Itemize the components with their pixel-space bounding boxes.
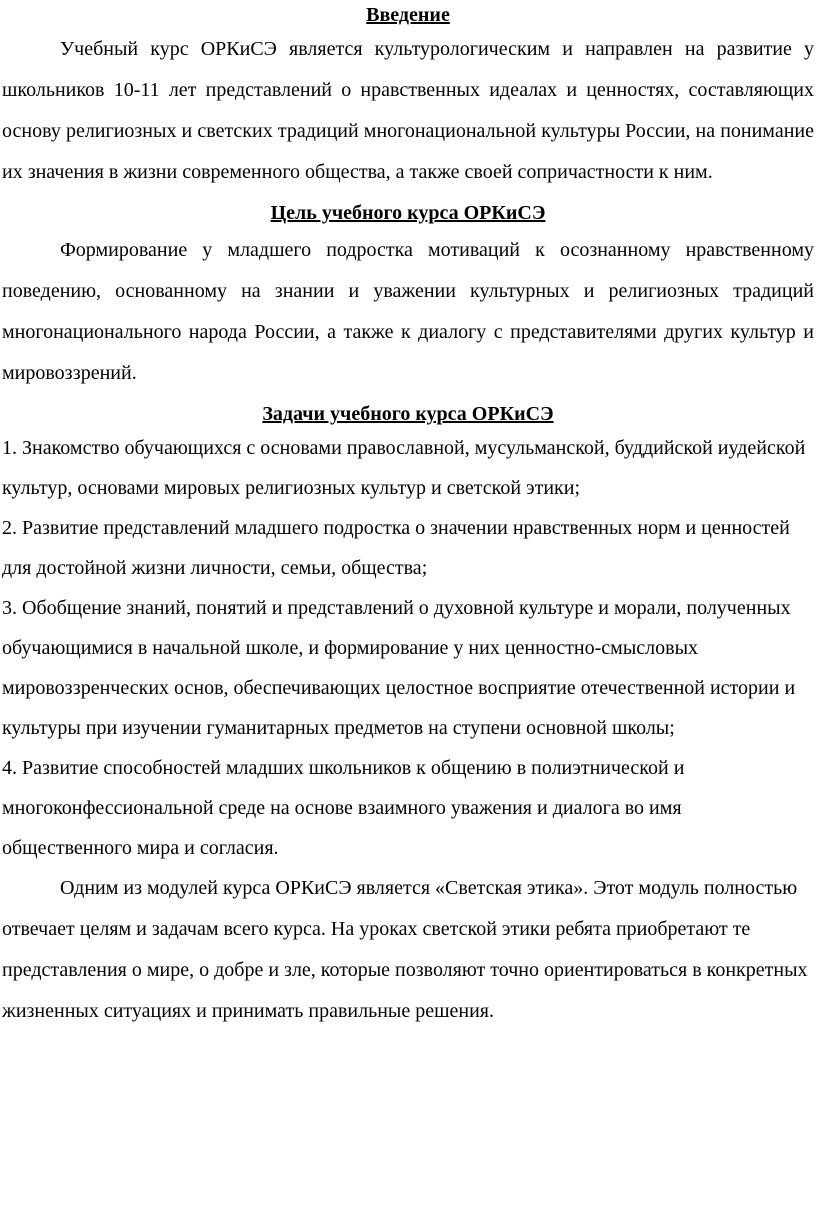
task-item-4: 4. Развитие способностей младших школьников к общению в полиэтнической и многоконфессиональной среде на основе взаимного уважения и диалога во имя общественного мира и согласия. — [2, 757, 685, 859]
tasks-list — [2, 428, 814, 868]
tasks-heading: Задачи учебного курса ОРКиСЭ — [262, 403, 554, 425]
task-item-1: 1. Знакомство обучающихся с основами православной, мусульманской, буддийской иудейской культур, основами мировых религиозных культур и светской этики; — [2, 437, 806, 499]
goal-heading: Цель учебного курса ОРКиСЭ — [270, 202, 546, 224]
task-item-3: 3. Обобщение знаний, понятий и представлений о духовной культуре и морали, полученных обучающимися в начальной школе, и формирование у них ценностно-смысловых мировоззренческих основ, обеспечивающих целостное восприятие отечественной истории и культуры при изучении гуманитарных предметов на ступени основной школы; — [2, 597, 796, 739]
intro-paragraph: Учебный курс ОРКиСЭ является культурологическим и направлен на развитие у школьников 10-11 лет представлений о нравственных идеалах и ценностях, составляющих основу религиозных и светских традиций многонациональной культуры России, на понимание их значения в жизни современного общества, а также своей сопричастности к ним. — [2, 38, 814, 183]
intro-heading: Введение — [366, 4, 450, 26]
closing-paragraph: Одним из модулей курса ОРКиСЭ является «Светская этика». Этот модуль полностью отвечает целям и задачам всего курса. На уроках светской этики ребята приобретают те представления о мире, о добре и зле, которые позволяют точно ориентироваться в конкретных жизненных ситуациях и принимать правильные решения. — [2, 877, 808, 1022]
task-item-2: 2. Развитие представлений младшего подростка о значении нравственных норм и ценностей для достойной жизни личности, семьи, общества; — [2, 517, 790, 579]
goal-paragraph: Формирование у младшего подростка мотиваций к осознанному нравственному поведению, основанному на знании и уважении культурных и религиозных традиций многонационального народа России, а также к диалогу с представителями других культур и мировоззрений. — [2, 239, 814, 384]
